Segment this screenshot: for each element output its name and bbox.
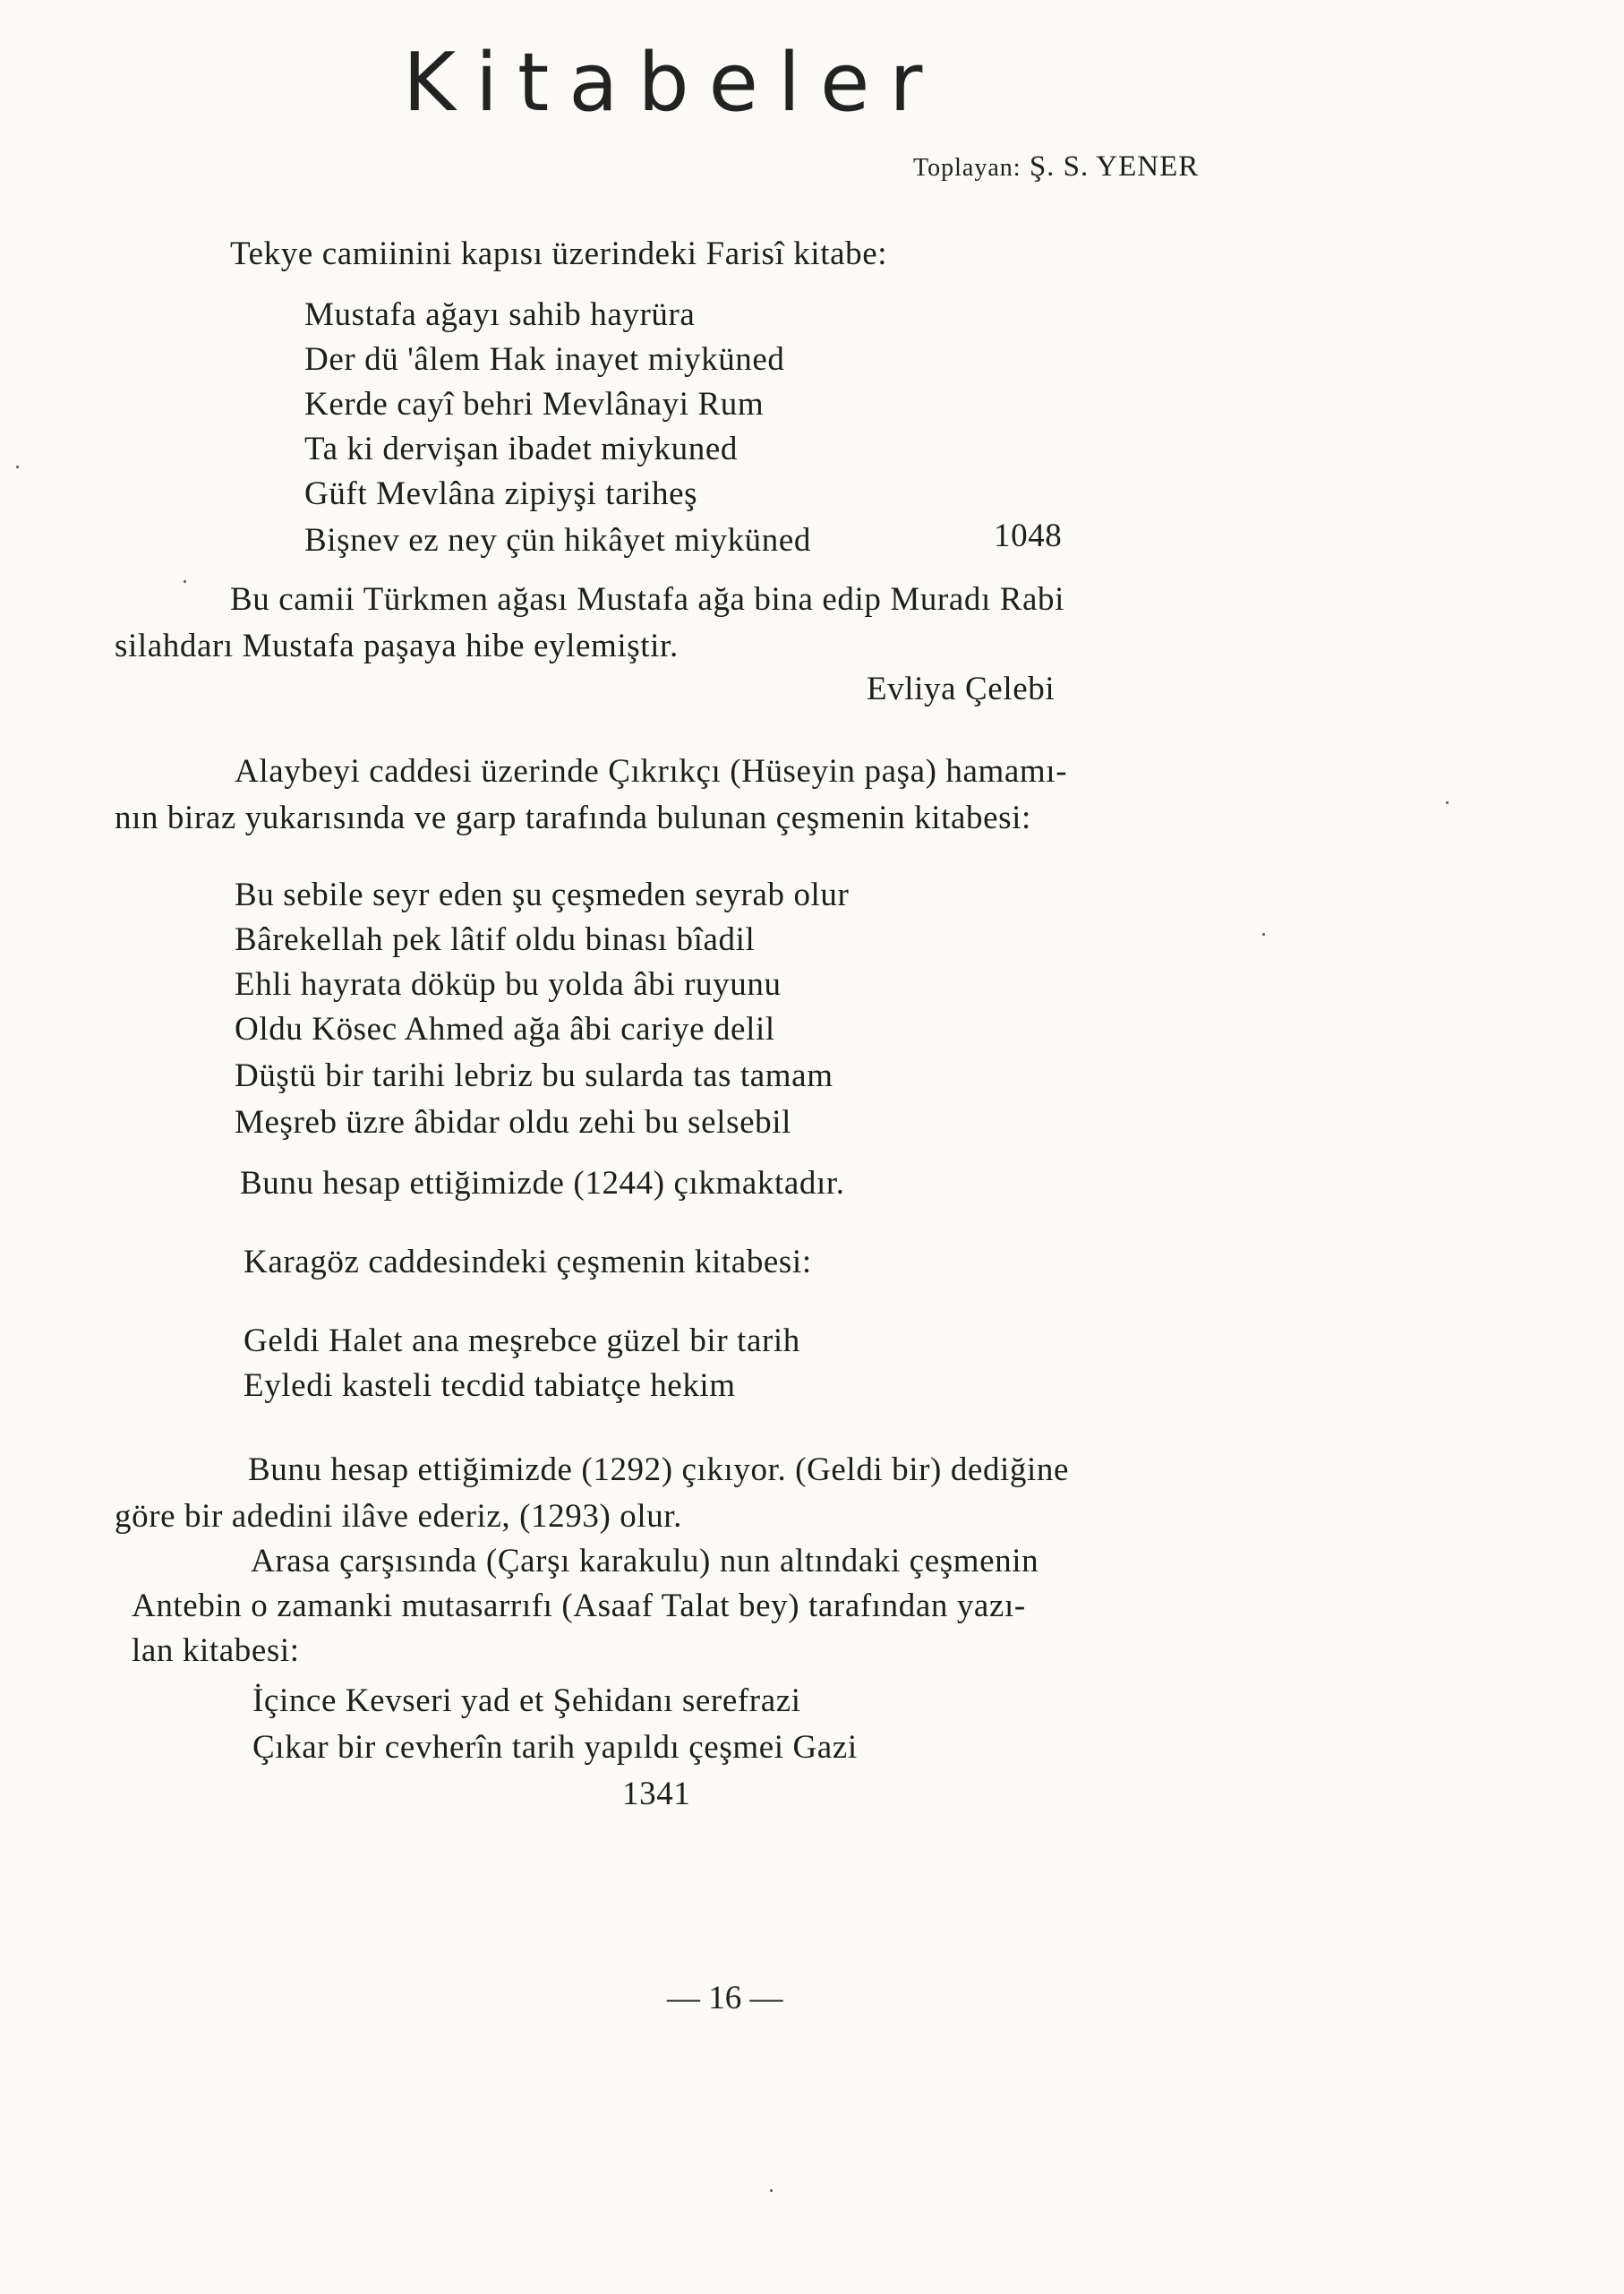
scan-speck [770, 2189, 773, 2192]
scan-speck [1262, 933, 1265, 936]
page-number: — 16 — [667, 1980, 783, 2016]
calculation-note: Bunu hesap ettiğimizde (1292) çıkıyor. (Geldi bir) dediğine [248, 1451, 1070, 1488]
verse-line: Ehli hayrata döküp bu yolda âbi ruyunu [235, 966, 782, 1003]
verse-line: İçince Kevseri yad et Şehidanı serefrazi [252, 1682, 801, 1719]
scan-speck [184, 580, 186, 583]
verse-line: Geldi Halet ana meşrebce güzel bir tarih [244, 1322, 800, 1359]
byline [913, 150, 1199, 184]
byline-label: Toplayan: [913, 154, 1021, 182]
section4-intro-line: Antebin o zamanki mutasarrıfı (Asaaf Talat bey) tarafından yazı- [132, 1588, 1026, 1624]
verse-line: Meşreb üzre âbidar oldu zehi bu selsebil [235, 1104, 791, 1141]
section3-intro: Karagöz caddesindeki çeşmenin kitabesi: [244, 1244, 812, 1280]
verse-line: Bu sebile seyr eden şu çeşmeden seyrab olur [235, 877, 850, 913]
scan-speck [16, 466, 19, 468]
verse-line: Oldu Kösec Ahmed ağa âbi cariye delil [235, 1011, 775, 1048]
verse-line: Ta ki dervişan ibadet miykuned [304, 431, 738, 467]
verse-year: 1341 [622, 1776, 691, 1812]
verse-line: Düştü bir tarihi lebriz bu sularda tas tamam [235, 1057, 833, 1094]
verse-line: Çıkar bir cevherîn tarih yapıldı çeşmei Gazi [252, 1729, 858, 1766]
section2-intro-line: nın biraz yukarısında ve garp tarafında bulunan çeşmenin kitabesi: [115, 800, 1031, 836]
section1-intro: Tekye camiinini kapısı üzerindeki Farisî kitabe: [230, 235, 888, 272]
verse-line: Bişnev ez ney çün hikâyet miyküned [304, 522, 812, 559]
verse-line: Güft Mevlâna zipiyşi tariheş [304, 475, 698, 512]
page-title: Kitabeler [403, 36, 943, 130]
calculation-note: Bunu hesap ettiğimizde (1244) çıkmaktadır. [240, 1165, 845, 1202]
verse-year: 1048 [994, 518, 1063, 554]
paragraph-line: Bu camii Türkmen ağası Mustafa ağa bina edip Muradı Rabi [230, 581, 1064, 618]
verse-line: Eyledi kasteli tecdid tabiatçe hekim [244, 1367, 736, 1404]
verse-line: Mustafa ağayı sahib hayrüra [304, 296, 696, 333]
byline-author: Ş. S. YENER [1029, 150, 1200, 183]
verse-line: Der dü 'âlem Hak inayet miyküned [304, 341, 785, 378]
scan-speck [1446, 801, 1449, 804]
verse-line: Bârekellah pek lâtif oldu binası bîadil [235, 921, 756, 958]
section2-intro-line: Alaybeyi caddesi üzerinde Çıkrıkçı (Hüseyin paşa) hamamı- [235, 753, 1068, 790]
source-attribution: Evliya Çelebi [867, 671, 1056, 707]
section4-intro-line: Arasa çarşısında (Çarşı karakulu) nun altındaki çeşmenin [251, 1543, 1039, 1579]
paragraph-line: silahdarı Mustafa paşaya hibe eylemiştir. [115, 628, 679, 664]
verse-line: Kerde cayî behri Mevlânayi Rum [304, 386, 765, 423]
calculation-note: göre bir adedini ilâve ederiz, (1293) olur. [115, 1498, 683, 1535]
section4-intro-line: lan kitabesi: [132, 1632, 300, 1669]
